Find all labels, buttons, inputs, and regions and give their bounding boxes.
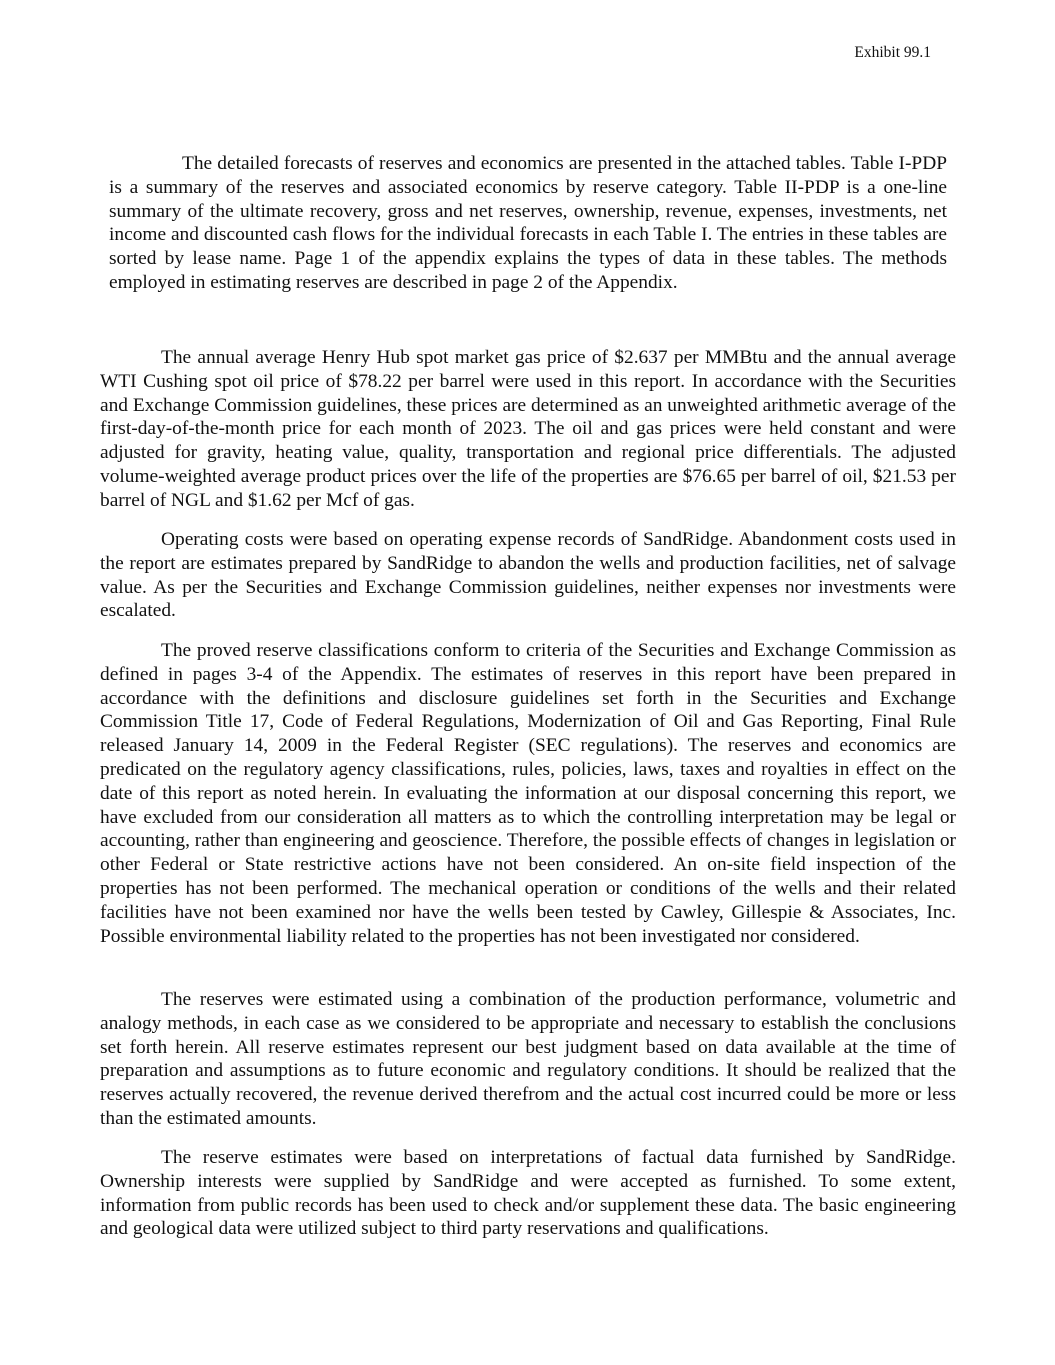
paragraph-tables-overview: The detailed forecasts of reserves and economics are presented in the attached tables. Table I-PDP is a summary of the reserves and associated economics by reserve category. Table II-PDP is a one-line summary of the ultimate recovery, gross and net reserves, ownership, revenue, expenses, investments, net income and discounted cash flows for the individual forecasts in each Table I. The entries in these tables are sorted by lease name. Page 1 of the appendix explains the types of data in these tables. The methods employed in estimating reserves are described in page 2 of the Appendix. — [109, 153, 947, 293]
paragraph-operating-costs: Operating costs were based on operating expense records of SandRidge. Abandonment costs used in the report are estimates prepared by SandRidge to abandon the wells and production facilities, net of salvage value. As per the Securities and Exchange Commission guidelines, neither expenses nor investments were escalated. — [100, 529, 956, 622]
paragraph-pricing: The annual average Henry Hub spot market gas price of $2.637 per MMBtu and the annual average WTI Cushing spot oil price of $78.22 per barrel were used in this report. In accordance with the Securities and Exchange Commission guidelines, these prices are determined as an unweighted arithmetic average of the first-day-of-the-month price for each month of 2023. The oil and gas prices were held constant and were adjusted for gravity, heating value, quality, transportation and regional price differentials. The adjusted volume-weighted average product prices over the life of the properties are $76.65 per barrel of oil, $21.53 per barrel of NGL and $1.62 per Mcf of gas. — [100, 347, 956, 511]
exhibit-label: Exhibit 99.1 — [854, 44, 931, 61]
paragraph-estimation-methods: The reserves were estimated using a combination of the production performance, volumetric and analogy methods, in each case as we considered to be appropriate and necessary to establish the conclusions set forth herein. All reserve estimates represent our best judgment based on data available at the time of preparation and assumptions as to future economic and regulatory conditions. It should be realized that the reserves actually recovered, the revenue derived therefrom and the actual cost incurred could be more or less than the estimated amounts. — [100, 989, 956, 1129]
paragraph-data-sources: The reserve estimates were based on interpretations of factual data furnished by SandRidge. Ownership interests were supplied by SandRidge and were accepted as furnished. To some extent, information from public records has been used to check and/or supplement these data. The basic engineering and geological data were utilized subject to third party reservations and qualifications. — [100, 1147, 956, 1240]
paragraph-reserve-classifications: The proved reserve classifications conform to criteria of the Securities and Exchange Commission as defined in pages 3-4 of the Appendix. The estimates of reserves in this report have been prepared in accordance with the definitions and disclosure guidelines set forth in the Securities and Exchange Commission Title 17, Code of Federal Regulations, Modernization of Oil and Gas Reporting, Final Rule released January 14, 2009 in the Federal Register (SEC regulations). The reserves and economics are predicated on the regulatory agency classifications, rules, policies, laws, taxes and royalties in effect on the date of this report as noted herein. In evaluating the information at our disposal concerning this report, we have excluded from our consideration all matters as to which the controlling interpretation may be legal or accounting, rather than engineering and geoscience. Therefore, the possible effects of changes in legislation or other Federal or State restrictive actions have not been considered. An on-site field inspection of the properties has not been performed. The mechanical operation or conditions of the wells and their related facilities have not been examined nor have the wells been tested by Cawley, Gillespie & Associates, Inc. Possible environmental liability related to the properties has not been investigated nor considered. — [100, 640, 956, 947]
